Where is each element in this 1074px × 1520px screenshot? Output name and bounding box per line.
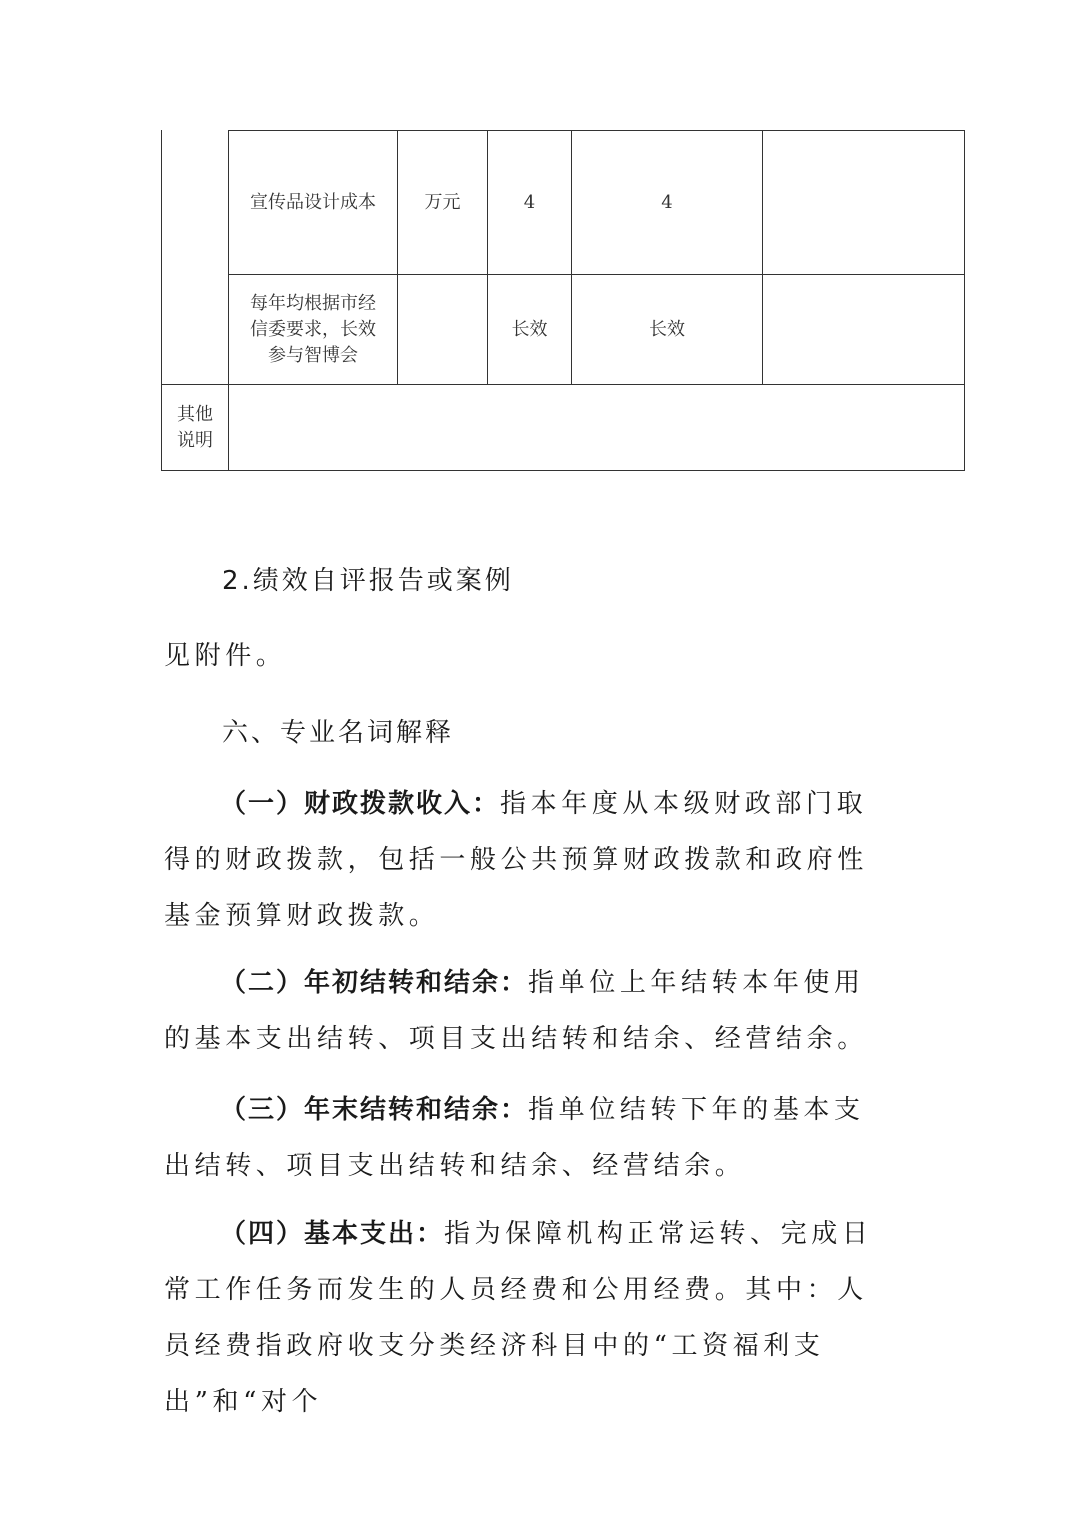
- actual-cell: [572, 275, 762, 384]
- other-value-cell: [229, 385, 964, 470]
- actual-value: 长效: [649, 318, 685, 340]
- note-cell: [763, 131, 964, 274]
- definition-2: [164, 955, 886, 1067]
- definition-1: [164, 776, 886, 944]
- target-cell: [488, 275, 571, 384]
- unit-value: 万元: [424, 191, 461, 213]
- definition-text: 指为保障机构正常运转、完成日常工作任务而发生的人员经费和公用经费。其中：人员经费指政府收支分类经济科目中的“工资福利支出”和“对个: [164, 1219, 873, 1417]
- other-label-cell: [162, 385, 228, 470]
- definition-3: [164, 1082, 886, 1194]
- table-border: [161, 470, 965, 471]
- section-2-heading: 2.绩效自评报告或案例: [222, 566, 514, 596]
- indicator-cell: 宣传品设计成本: [250, 191, 376, 213]
- definition-text: 指单位结转下年的基本支出结转、项目支出结转和结余、经营结余。: [164, 1095, 865, 1181]
- definition-text: 指单位上年结转本年使用的基本支出结转、项目支出结转和结余、经营结余。: [164, 968, 868, 1054]
- table-row: [229, 131, 397, 274]
- section-2-body: 见附件。: [164, 641, 287, 671]
- actual-value: 4: [661, 191, 673, 213]
- note-cell: [763, 275, 964, 384]
- section-6-heading: 六、专业名词解释: [222, 718, 455, 748]
- unit-cell: [398, 131, 487, 274]
- definition-term: （二）年初结转和结余：: [220, 968, 529, 998]
- definition-text: 指本年度从本级财政部门取得的财政拨款，包括一般公共预算财政拨款和政府性基金预算财政拨款。: [164, 789, 868, 931]
- definition-term: （三）年末结转和结余：: [220, 1095, 529, 1125]
- definition-4: [164, 1206, 886, 1430]
- target-value: 4: [523, 191, 536, 213]
- actual-cell: [572, 131, 762, 274]
- definition-term: （四）基本支出：: [220, 1219, 445, 1249]
- target-cell: [488, 131, 571, 274]
- unit-cell: [398, 275, 487, 384]
- target-value: 长效: [511, 318, 548, 340]
- table-row: [229, 275, 397, 384]
- definition-term: （一）财政拨款收入：: [220, 789, 501, 819]
- other-label: 其他说明: [177, 403, 213, 451]
- table-border: [964, 130, 965, 471]
- indicator-cell: 每年均根据市经信委要求，长效参与智博会: [250, 292, 376, 366]
